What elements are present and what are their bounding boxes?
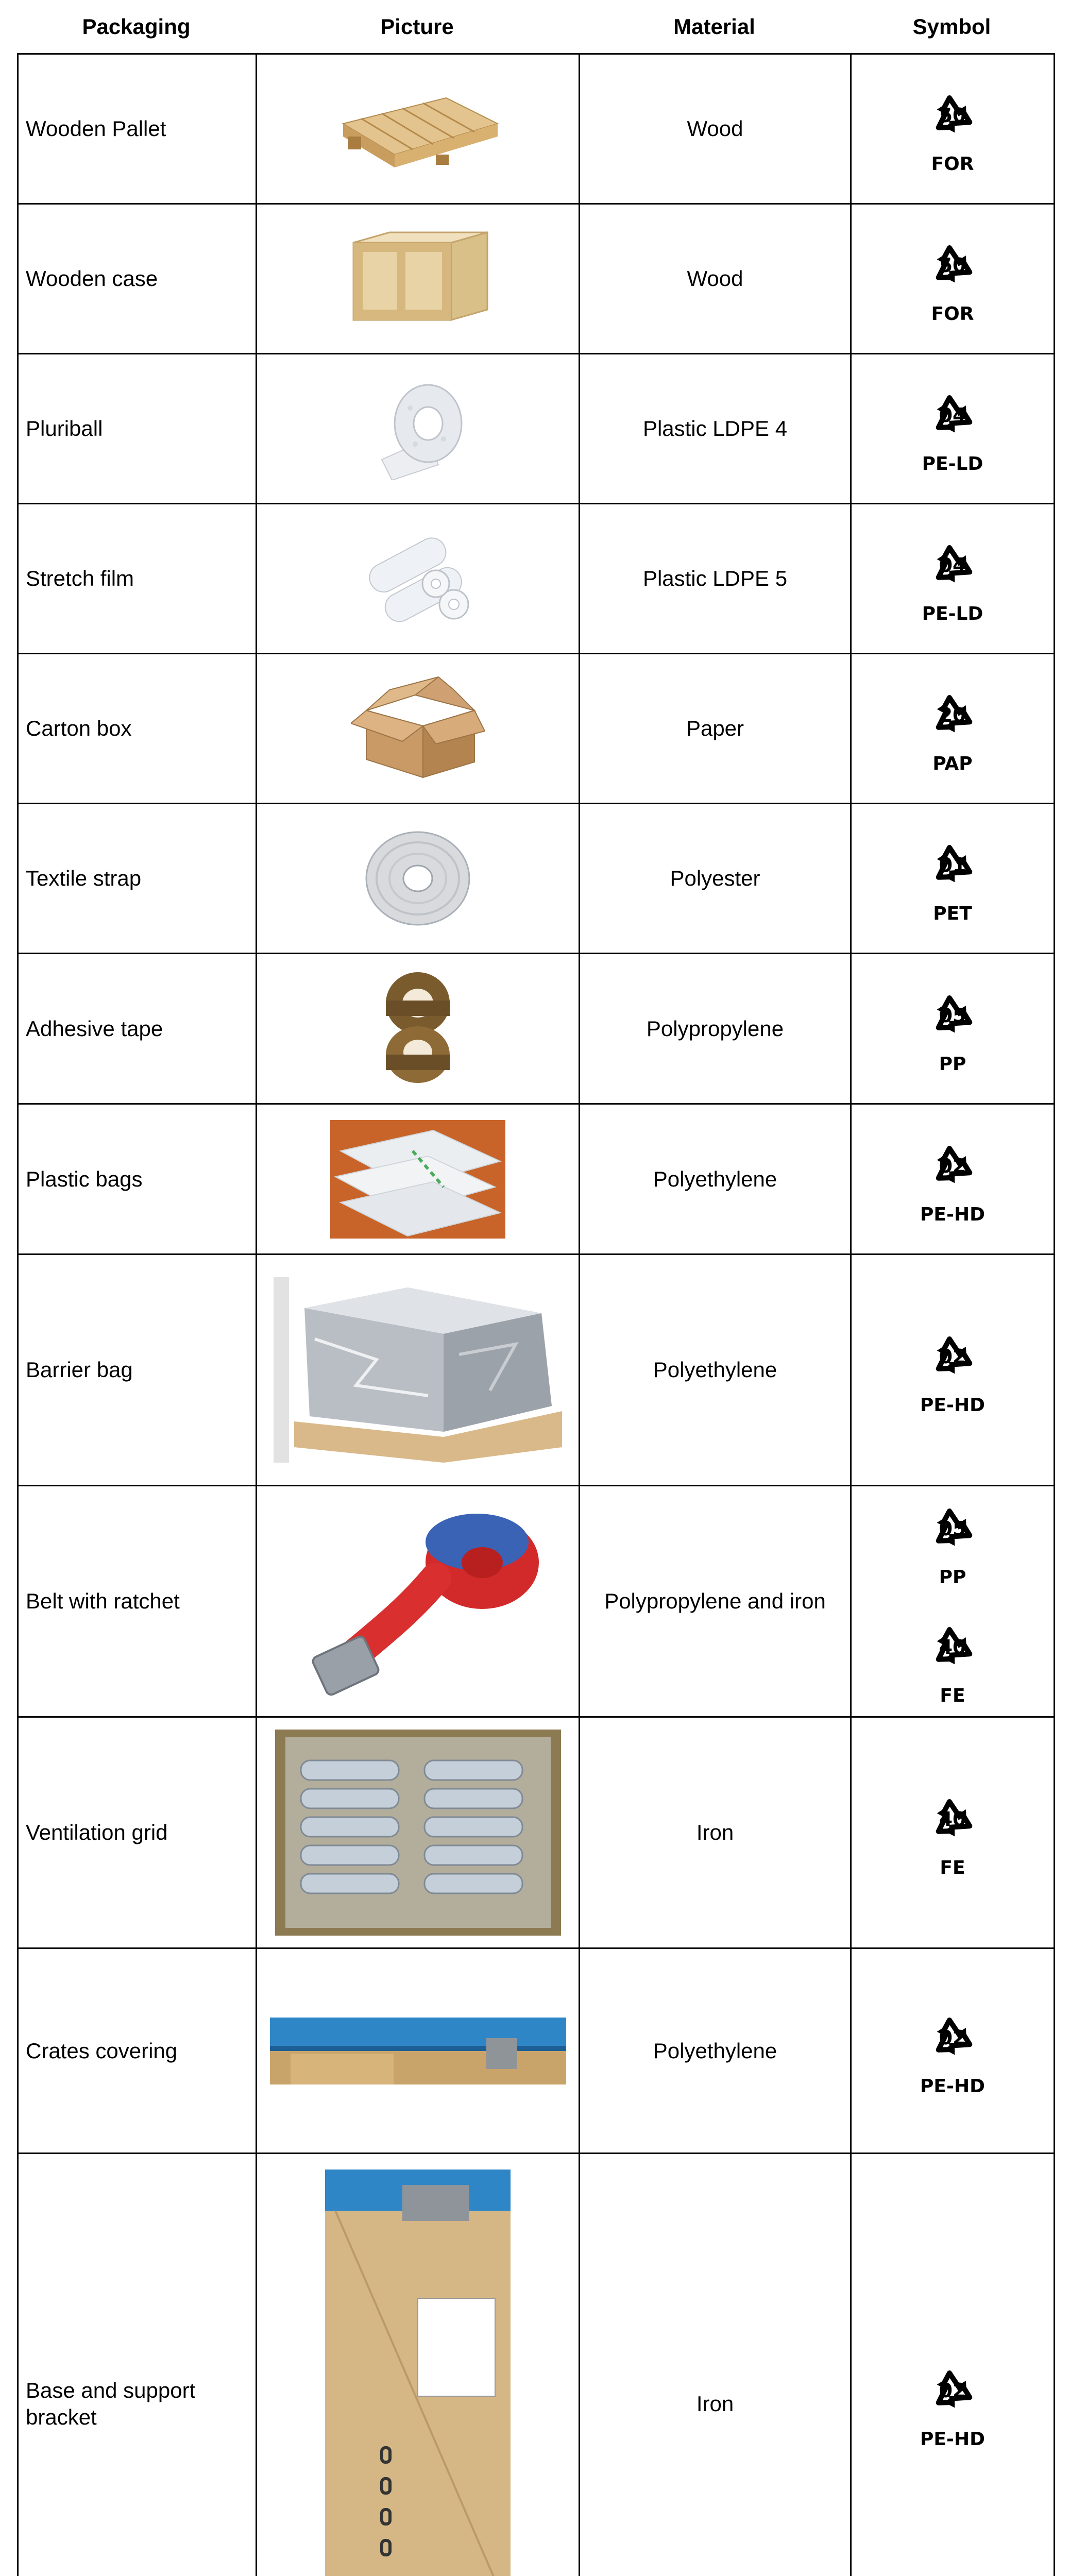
symbol-cell — [851, 504, 1055, 654]
recycling-abbr: PP — [939, 1567, 966, 1588]
recycling-symbol-icon — [909, 1612, 996, 1709]
material-cell — [580, 954, 851, 1104]
textile-strap-roll-image — [359, 827, 477, 930]
recycling-code: 02 — [939, 2379, 966, 2402]
material-name: Plastic LDPE 5 — [642, 566, 788, 590]
material-name: Polyethylene — [653, 1166, 777, 1191]
symbol-cell — [851, 1486, 1055, 1717]
material-name: Iron — [696, 1820, 734, 1844]
recycling-abbr: PE-LD — [922, 453, 983, 474]
carton-box-image — [351, 674, 485, 783]
table-row — [18, 204, 1055, 354]
packaging-name: Wooden Pallet — [26, 116, 166, 141]
table-row — [18, 2154, 1055, 2576]
symbol-cell — [851, 1948, 1055, 2154]
picture-cell — [257, 354, 580, 504]
packaging-name: Carton box — [26, 716, 132, 740]
packaging-cell — [18, 1104, 257, 1255]
recycling-abbr: FE — [940, 1857, 965, 1878]
material-name: Iron — [696, 2392, 734, 2416]
recycling-abbr: PE-HD — [920, 1395, 985, 1416]
packaging-name: Stretch film — [26, 566, 134, 590]
recycling-abbr: PP — [939, 1053, 966, 1075]
material-cell — [580, 1486, 851, 1717]
symbol-cell — [851, 1255, 1055, 1486]
material-name: Polyester — [670, 866, 760, 890]
header-picture: Picture — [380, 14, 454, 39]
packaging-cell — [18, 1255, 257, 1486]
recycling-symbol-icon — [909, 530, 996, 628]
material-name: Wood — [687, 116, 743, 141]
packaging-cell — [18, 1717, 257, 1948]
picture-cell — [257, 1486, 580, 1717]
support-bracket-crate-image — [325, 2170, 511, 2576]
table-row — [18, 804, 1055, 954]
recycling-abbr: PAP — [932, 753, 973, 774]
picture-cell — [257, 204, 580, 354]
recycling-symbol-icon — [909, 80, 996, 178]
recycling-code: 40 — [939, 1808, 966, 1831]
packaging-name: Plastic bags — [26, 1166, 143, 1191]
table-row — [18, 654, 1055, 804]
material-name: Polypropylene and iron — [604, 1589, 826, 1613]
symbol-cell — [851, 1104, 1055, 1255]
recycling-code: 04 — [939, 554, 966, 577]
packaging-cell — [18, 504, 257, 654]
recycling-abbr: PE-HD — [920, 2075, 985, 2097]
recycling-code: 05 — [939, 1004, 966, 1027]
bubble-wrap-roll-image — [366, 377, 469, 480]
packaging-name: Adhesive tape — [26, 1016, 163, 1041]
material-cell — [580, 654, 851, 804]
ventilation-grid-image — [275, 1730, 561, 1936]
material-cell — [580, 354, 851, 504]
material-cell — [580, 504, 851, 654]
packaging-cell — [18, 954, 257, 1104]
recycling-abbr: FE — [940, 1685, 965, 1706]
packaging-cell — [18, 2154, 257, 2576]
picture-cell — [257, 954, 580, 1104]
packaging-name: Base and support bracket — [26, 2378, 196, 2429]
material-cell — [580, 1948, 851, 2154]
packaging-cell — [18, 204, 257, 354]
table-row — [18, 354, 1055, 504]
adhesive-tape-rolls-image — [377, 970, 459, 1088]
symbol-cell — [851, 204, 1055, 354]
symbol-cell — [851, 54, 1055, 204]
packaging-name: Belt with ratchet — [26, 1589, 180, 1613]
picture-cell — [257, 804, 580, 954]
recycling-code: 01 — [939, 854, 966, 876]
recycling-code: 50 — [939, 104, 966, 127]
packaging-cell — [18, 654, 257, 804]
header-material: Material — [673, 14, 755, 39]
recycling-code: 20 — [939, 704, 966, 726]
recycling-code: 02 — [939, 1345, 966, 1368]
table-header — [0, 0, 1070, 53]
barrier-bag-image — [274, 1277, 562, 1463]
recycling-abbr: PE-HD — [920, 1204, 985, 1225]
material-cell — [580, 204, 851, 354]
table-row — [18, 1486, 1055, 1717]
picture-cell — [257, 1717, 580, 1948]
packaging-name: Ventilation grid — [26, 1820, 168, 1844]
material-cell — [580, 804, 851, 954]
packaging-name: Wooden case — [26, 266, 158, 291]
symbol-cell — [851, 354, 1055, 504]
symbol-cell — [851, 804, 1055, 954]
table-row — [18, 1948, 1055, 2154]
recycling-symbol-icon — [909, 980, 996, 1078]
recycling-symbol-icon — [909, 680, 996, 777]
plastic-bags-image — [330, 1120, 505, 1239]
stretch-film-rolls-image — [353, 527, 482, 630]
recycling-symbol-icon — [909, 2355, 996, 2453]
packaging-cell — [18, 1948, 257, 2154]
table-row — [18, 1104, 1055, 1255]
packaging-table — [17, 53, 1055, 2576]
wooden-pallet-image — [333, 77, 503, 180]
material-name: Plastic LDPE 4 — [642, 416, 788, 440]
table-row — [18, 54, 1055, 204]
material-name: Polypropylene — [646, 1016, 784, 1041]
material-cell — [580, 1717, 851, 1948]
picture-cell — [257, 1255, 580, 1486]
picture-cell — [257, 2154, 580, 2576]
recycling-symbol-icon — [909, 2002, 996, 2100]
symbol-cell — [851, 1717, 1055, 1948]
material-cell — [580, 54, 851, 204]
recycling-symbol-icon — [909, 1493, 996, 1591]
wooden-case-image — [333, 227, 503, 330]
symbol-cell — [851, 654, 1055, 804]
table-row — [18, 1717, 1055, 1948]
recycling-code: 05 — [939, 1517, 966, 1540]
recycling-symbol-icon — [909, 829, 996, 927]
recycling-code: 50 — [939, 254, 966, 277]
packaging-name: Textile strap — [26, 866, 142, 890]
packaging-cell — [18, 354, 257, 504]
header-symbol: Symbol — [912, 14, 991, 39]
table-row — [18, 1255, 1055, 1486]
recycling-code: 02 — [939, 2026, 966, 2049]
material-name: Paper — [686, 716, 744, 740]
recycling-symbol-icon — [909, 230, 996, 328]
packaging-name: Barrier bag — [26, 1358, 133, 1382]
picture-cell — [257, 1948, 580, 2154]
recycling-code: 02 — [939, 1154, 966, 1177]
recycling-abbr: FOR — [931, 303, 974, 325]
recycling-abbr: PE-LD — [922, 603, 983, 624]
header-packaging: Packaging — [82, 14, 191, 39]
table-row — [18, 954, 1055, 1104]
picture-cell — [257, 504, 580, 654]
recycling-code: 04 — [939, 404, 966, 427]
material-name: Polyethylene — [653, 1358, 777, 1382]
material-cell — [580, 2154, 851, 2576]
material-cell — [580, 1104, 851, 1255]
table-row — [18, 504, 1055, 654]
symbol-cell — [851, 2154, 1055, 2576]
symbol-cell — [851, 954, 1055, 1104]
recycling-abbr: PE-HD — [920, 2429, 985, 2450]
recycling-symbol-icon — [909, 1321, 996, 1419]
ratchet-belt-image — [297, 1501, 539, 1702]
material-name: Wood — [687, 266, 743, 291]
packaging-cell — [18, 54, 257, 204]
packaging-name: Crates covering — [26, 2038, 178, 2063]
packaging-cell — [18, 804, 257, 954]
recycling-symbol-icon — [909, 1784, 996, 1882]
packaging-name: Pluriball — [26, 416, 103, 440]
recycling-abbr: PET — [933, 903, 972, 924]
material-cell — [580, 1255, 851, 1486]
recycling-code: 40 — [939, 1636, 966, 1658]
picture-cell — [257, 54, 580, 204]
crate-covering-image — [270, 2018, 566, 2084]
recycling-abbr: FOR — [931, 154, 974, 175]
material-name: Polyethylene — [653, 2038, 777, 2063]
picture-cell — [257, 1104, 580, 1255]
recycling-symbol-icon — [909, 1130, 996, 1228]
picture-cell — [257, 654, 580, 804]
recycling-symbol-icon — [909, 380, 996, 478]
packaging-cell — [18, 1486, 257, 1717]
